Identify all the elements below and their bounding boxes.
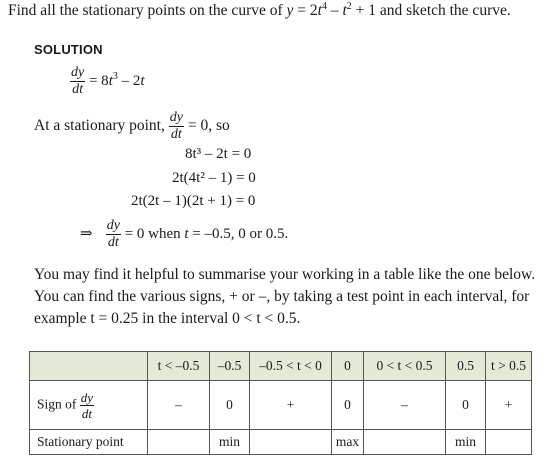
table-cell: min (446, 430, 486, 455)
stationary-point-line: At a stationary point, $\frac{dy}{dt}$ = 0, so (34, 110, 230, 142)
table-cell (364, 430, 446, 455)
table-cell: + (250, 381, 332, 430)
table-cell (486, 430, 532, 455)
table-header-cell: t < –0.5 (148, 352, 210, 381)
sign-table (29, 351, 532, 455)
table-header-cell: –0.5 < t < 0 (250, 352, 332, 381)
derivative-equation: $\frac{dy}{dt}$ = $8t^3 - 2t$ (71, 65, 145, 97)
explanation-paragraph: You may find it helpful to summarise your working in a table like the one below. You can find the various signs, + or –, by taking a test point in each interval, for example t = 0.25 in the interval 0 < t < 0.5. (34, 266, 536, 327)
derivative-fraction: $\frac{dy}{dt}$ (71, 65, 85, 97)
table-header-row (30, 352, 532, 381)
table-row (30, 430, 532, 455)
implies-arrow-icon: ⇒ (80, 225, 93, 242)
table-cell: 0 (446, 381, 486, 430)
implication-line: ⇒ $\frac{dy}{dt}$ = 0 when t = –0.5, 0 or 0.5. (80, 218, 289, 250)
equation-line-1: 8t³ – 2t = 0 (185, 146, 252, 162)
stationary-row-label: Stationary point (30, 430, 148, 455)
table-header-cell (30, 352, 148, 381)
table-cell: max (332, 430, 364, 455)
table-cell: – (148, 381, 210, 430)
table-header-cell: –0.5 (210, 352, 250, 381)
table-row (30, 381, 532, 430)
table-cell: min (210, 430, 250, 455)
solution-heading: SOLUTION (34, 42, 103, 57)
table-header-cell: t > 0.5 (486, 352, 532, 381)
table-cell: – (364, 381, 446, 430)
table-cell: 0 (332, 381, 364, 430)
question-text: Find all the stationary points on the curve of $y = 2t^4 - t^2 + 1$ and sketch the curve. (8, 1, 511, 19)
table-header-cell: 0 < t < 0.5 (364, 352, 446, 381)
sign-row-label: Sign of $\frac{dy}{dt}$ (30, 381, 148, 430)
table-cell: 0 (210, 381, 250, 430)
implication-fraction: $\frac{dy}{dt}$ (106, 218, 120, 250)
equation-line-3: 2t(2t – 1)(2t + 1) = 0 (131, 193, 256, 209)
table-header-cell: 0 (332, 352, 364, 381)
table-cell: + (486, 381, 532, 430)
table-header-cell: 0.5 (446, 352, 486, 381)
sign-row-fraction: $\frac{dy}{dt}$ (80, 389, 94, 421)
table-cell (250, 430, 332, 455)
equation-line-2: 2t(4t² – 1) = 0 (172, 170, 256, 186)
table-cell (148, 430, 210, 455)
stationary-fraction: $\frac{dy}{dt}$ (169, 110, 183, 142)
